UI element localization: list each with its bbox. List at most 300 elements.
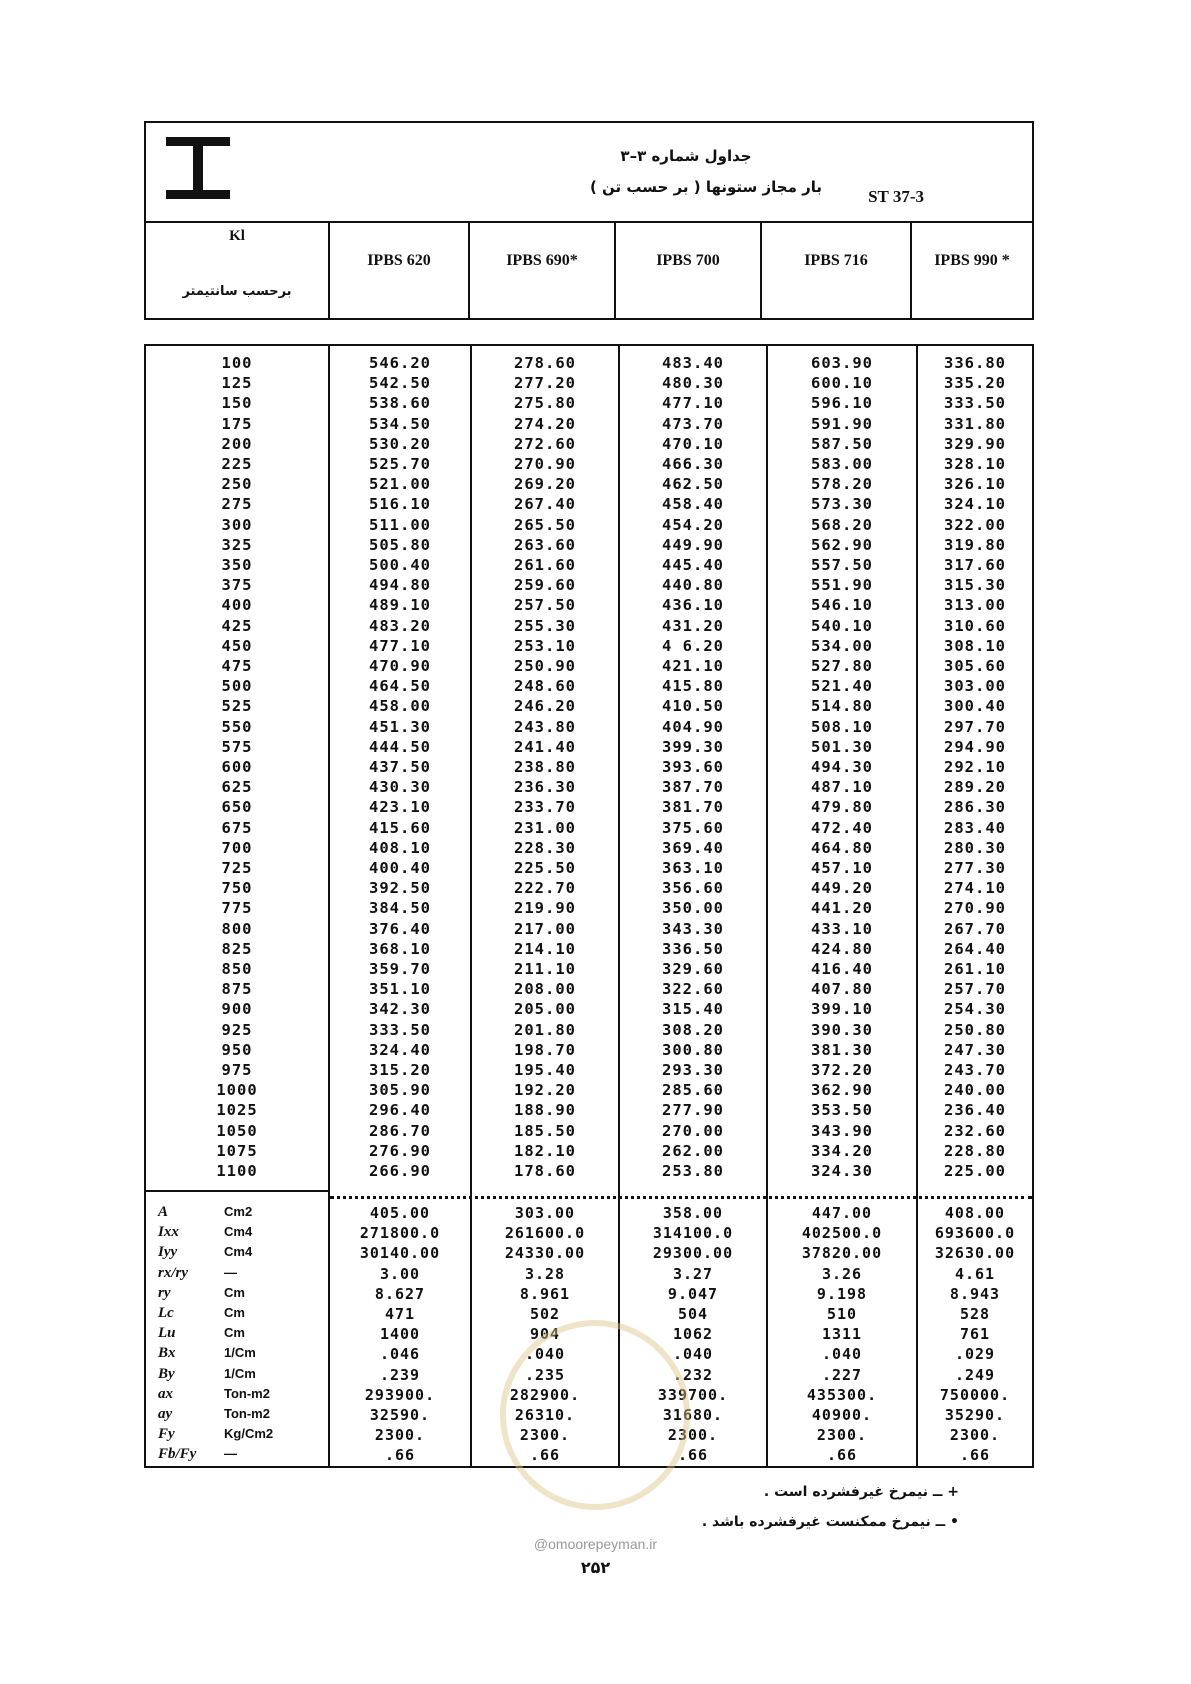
load-cell: 390.30 [811,1020,873,1039]
property-value: 37820.00 [801,1244,883,1263]
table-row [146,1081,1032,1101]
table-row [146,536,1032,556]
load-cell: 238.80 [514,758,576,776]
load-cell: 248.60 [514,677,576,696]
table-row [146,1101,1032,1121]
kl-cell: 725 [221,859,253,877]
property-value: 293900. [364,1385,436,1404]
kl-cell: 1000 [216,1081,258,1100]
load-cell: 534.50 [369,414,431,433]
page-number: ۲۵۲ [580,1558,611,1577]
load-cell: 266.90 [369,1162,431,1180]
property-value: 3.28 [524,1264,566,1283]
load-cell: 381.70 [662,798,724,817]
i-beam-icon [166,137,230,199]
property-row [146,1265,1032,1285]
table-row [146,576,1032,596]
load-cell: 407.80 [811,980,873,999]
load-cell: 261.10 [944,960,1006,978]
load-cell: 275.80 [514,394,576,413]
kl-cell: 225 [221,455,253,473]
property-value: .232 [672,1365,714,1384]
property-value: .249 [954,1365,996,1384]
kl-cell: 100 [221,354,253,372]
property-symbol: ay [158,1406,173,1422]
property-symbol: A [158,1204,169,1220]
load-cell: 451.30 [369,717,431,736]
load-cell: 315.30 [944,576,1006,595]
load-cell: 257.50 [514,596,576,615]
table-subtitle: بار مجاز ستونها ( بر حسب تن ) [589,178,823,196]
load-cell: 501.30 [811,737,873,756]
load-cell: 185.50 [514,1121,576,1140]
kl-cell: 650 [221,798,253,817]
load-cell: 587.50 [811,434,873,453]
load-cell: 315.20 [369,1061,431,1079]
property-value: 435300. [806,1385,878,1404]
kl-cell: 300 [221,515,253,534]
load-cell: 480.30 [662,374,724,393]
load-cell: 399.10 [811,1000,873,1019]
kl-cell: 700 [221,838,253,857]
kl-cell: 125 [221,374,253,393]
property-row [146,1224,1032,1244]
kl-cell: 775 [221,899,253,918]
property-value: 402500.0 [801,1224,883,1243]
property-value: .66 [677,1446,709,1465]
property-symbol: Iyy [158,1244,178,1261]
col-header-ipbs-620: IPBS 620 [328,222,468,318]
property-value: .029 [954,1345,996,1364]
table-title: جداول شماره ۳–۳ [620,147,752,165]
load-cell: 363.10 [662,859,724,877]
property-value: 2300. [519,1426,571,1445]
property-value: 4.61 [954,1264,996,1283]
load-cell: 423.10 [369,798,431,817]
table-row [146,1061,1032,1081]
kl-cell: 200 [221,434,253,453]
table-row [146,657,1032,677]
kl-cell: 950 [221,1040,253,1059]
kl-cell: 550 [221,717,253,736]
load-cell: 178.60 [514,1162,576,1180]
table-row [146,637,1032,657]
load-cell: 514.80 [811,697,873,716]
property-value: .66 [959,1446,991,1465]
load-cell: 511.00 [369,515,431,534]
kl-cell: 375 [221,576,253,595]
load-cell: 342.30 [369,1000,431,1019]
load-cell: 404.90 [662,717,724,736]
property-unit: Ton-m2 [224,1406,270,1421]
load-cell: 201.80 [514,1020,576,1039]
load-cell: 253.80 [662,1162,724,1180]
table-row [146,617,1032,637]
load-cell: 473.70 [662,414,724,433]
load-cell: 277.30 [944,859,1006,877]
property-unit: 1/Cm [224,1365,256,1381]
property-value: 504 [677,1305,709,1323]
property-row [146,1285,1032,1305]
load-cell: 262.00 [662,1141,724,1160]
table-row [146,879,1032,899]
load-cell: 431.20 [662,616,724,635]
load-cell: 583.00 [811,455,873,473]
load-cell: 527.80 [811,657,873,675]
kl-cell: 1025 [216,1101,258,1120]
kl-cell: 500 [221,677,253,696]
load-cell: 441.20 [811,899,873,918]
kl-cell: 1050 [216,1121,258,1140]
property-value: 8.943 [949,1284,1001,1303]
load-cell: 546.20 [369,354,431,372]
property-value: .040 [821,1345,863,1364]
load-cell: 269.20 [514,475,576,494]
kl-cell: 1075 [216,1141,258,1160]
load-cell: 259.60 [514,576,576,595]
property-unit: Cm [224,1325,245,1341]
load-cell: 399.30 [662,737,724,756]
load-cell: 350.00 [662,899,724,918]
load-cell: 562.90 [811,535,873,554]
load-cell: 440.80 [662,576,724,595]
table-row [146,920,1032,940]
load-cell: 4 6.20 [662,636,724,655]
kl-cell: 600 [221,758,253,776]
load-cell: 578.20 [811,475,873,494]
load-cell: 542.50 [369,374,431,393]
load-cell: 356.60 [662,879,724,898]
property-value: 750000. [939,1385,1011,1404]
property-row [146,1204,1032,1224]
property-value: 3.26 [821,1264,863,1283]
footnote-non-compact: + ــ نیمرخ غیرفشرده است . [763,1484,959,1500]
load-cell: 240.00 [944,1081,1006,1100]
load-cell: 530.20 [369,434,431,453]
load-cell: 319.80 [944,535,1006,554]
load-cell: 292.10 [944,758,1006,776]
property-unit: 1/Cm [224,1345,256,1361]
property-value: .227 [821,1365,863,1384]
load-cell: 303.00 [944,677,1006,696]
load-cell: 494.30 [811,758,873,776]
load-cell: 315.40 [662,1000,724,1019]
property-value: 358.00 [662,1204,724,1222]
kl-cell: 800 [221,919,253,938]
kl-cell: 575 [221,737,253,756]
kl-cell: 250 [221,475,253,494]
table-row [146,697,1032,717]
load-cell: 274.10 [944,879,1006,898]
load-cell: 324.10 [944,495,1006,514]
load-cell: 326.10 [944,475,1006,494]
load-cell: 353.50 [811,1101,873,1120]
property-value: 408.00 [944,1204,1006,1222]
kl-cell: 900 [221,1000,253,1019]
load-cell: 285.60 [662,1081,724,1100]
load-cell: 250.80 [944,1020,1006,1039]
load-cell: 421.10 [662,657,724,675]
load-cell: 494.80 [369,576,431,595]
load-cell: 300.80 [662,1040,724,1059]
load-cell: 392.50 [369,879,431,898]
property-unit: Kg/Cm2 [224,1426,274,1442]
footnote-maybe-non-compact: • ــ نیمرخ ممکنست غیرفشرده باشد . [701,1514,959,1530]
load-cell: 286.70 [369,1121,431,1140]
property-value: .046 [379,1345,421,1364]
table-row [146,758,1032,778]
load-cell: 328.10 [944,455,1006,473]
property-unit: Cm4 [224,1224,253,1240]
load-cell: 222.70 [514,879,576,898]
property-value: 3.27 [672,1264,714,1283]
table-row [146,899,1032,919]
load-cell: 351.10 [369,980,431,999]
kl-unit: برحسب سانتيمتر [182,284,292,299]
property-value: 271800.0 [359,1224,441,1243]
load-cell: 250.90 [514,657,576,675]
property-value: 314100.0 [652,1224,734,1243]
load-cell: 416.40 [811,960,873,978]
kl-cell: 925 [221,1020,253,1039]
load-cell: 546.10 [811,596,873,615]
property-unit: Cm [224,1284,245,1300]
table-row [146,1142,1032,1162]
property-value: 761 [959,1325,991,1344]
load-cell: 489.10 [369,596,431,615]
load-cell: 430.30 [369,778,431,797]
load-cell: 433.10 [811,919,873,938]
property-value: 502 [529,1305,561,1323]
load-cell: 241.40 [514,737,576,756]
property-value: 693600.0 [934,1224,1016,1243]
load-cell: 359.70 [369,960,431,978]
load-cell: 205.00 [514,1000,576,1019]
load-cell: 233.70 [514,798,576,817]
load-cell: 551.90 [811,576,873,595]
property-value: .66 [826,1446,858,1465]
load-cell: 479.80 [811,798,873,817]
property-value: 32590. [369,1406,431,1424]
load-cell: 372.20 [811,1061,873,1079]
kl-cell: 425 [221,616,253,635]
load-cell: 477.10 [369,636,431,655]
load-cell: 573.30 [811,495,873,514]
load-cell: 208.00 [514,980,576,999]
property-value: 9.198 [816,1284,868,1303]
table-row [146,556,1032,576]
property-value: 8.961 [519,1284,571,1303]
property-value: 29300.00 [652,1244,734,1263]
property-value: 510 [826,1305,858,1323]
load-cell: 236.40 [944,1101,1006,1120]
load-cell: 369.40 [662,838,724,857]
load-cell: 505.80 [369,535,431,554]
load-cell: 310.60 [944,616,1006,635]
load-cell: 449.90 [662,535,724,554]
kl-cell: 400 [221,596,253,615]
load-cell: 217.00 [514,919,576,938]
load-cell: 247.30 [944,1040,1006,1059]
load-cell: 211.10 [514,960,576,978]
table-row [146,516,1032,536]
load-cell: 472.40 [811,818,873,837]
table-row [146,415,1032,435]
table-row [146,819,1032,839]
load-cell: 300.40 [944,697,1006,716]
load-cell: 603.90 [811,354,873,372]
load-cell: 331.80 [944,414,1006,433]
load-cell: 263.60 [514,535,576,554]
kl-cell: 350 [221,556,253,574]
load-cell: 198.70 [514,1040,576,1059]
load-cell: 487.10 [811,778,873,797]
property-value: 2300. [374,1426,426,1445]
load-cell: 289.20 [944,778,1006,797]
load-cell: 410.50 [662,697,724,716]
property-value: 2300. [667,1426,719,1445]
property-value: 1400 [379,1325,421,1344]
property-value: 30140.00 [359,1244,441,1263]
property-value: 2300. [816,1426,868,1445]
load-cell: 308.20 [662,1020,724,1039]
load-cell: 540.10 [811,616,873,635]
load-cell: 305.90 [369,1081,431,1100]
property-value: 528 [959,1305,991,1323]
property-value: 32630.00 [934,1244,1016,1263]
table-row [146,435,1032,455]
load-cell: 283.40 [944,818,1006,837]
property-value: 447.00 [811,1204,873,1222]
table-row [146,374,1032,394]
load-cell: 424.80 [811,939,873,958]
load-cell: 236.30 [514,778,576,797]
property-unit: Cm [224,1305,245,1320]
load-cell: 483.40 [662,354,724,372]
load-cell: 445.40 [662,556,724,574]
load-cell: 454.20 [662,515,724,534]
load-cell: 254.30 [944,1000,1006,1019]
property-value: 2300. [949,1426,1001,1445]
table-row [146,495,1032,515]
load-cell: 483.20 [369,616,431,635]
property-row [146,1244,1032,1264]
load-cell: 257.70 [944,980,1006,999]
load-cell: 329.90 [944,434,1006,453]
load-cell: 270.00 [662,1121,724,1140]
load-cell: 466.30 [662,455,724,473]
load-cell: 375.60 [662,818,724,837]
property-value: .040 [672,1345,714,1364]
load-cell: 324.40 [369,1040,431,1059]
load-cell: 457.10 [811,859,873,877]
load-cell: 464.80 [811,838,873,857]
property-unit: — [224,1446,237,1462]
table-row [146,354,1032,374]
table-row [146,960,1032,980]
load-cell: 596.10 [811,394,873,413]
load-cell: 246.20 [514,697,576,716]
load-cell: 449.20 [811,879,873,898]
load-cell: 225.00 [944,1162,1006,1180]
kl-cell: 625 [221,778,253,797]
load-cell: 231.00 [514,818,576,837]
property-value: 339700. [657,1385,729,1404]
load-cell: 265.50 [514,515,576,534]
property-value: .040 [524,1345,566,1364]
property-unit: — [224,1264,237,1280]
load-cell: 333.50 [944,394,1006,413]
load-cell: 362.90 [811,1081,873,1100]
property-value: 1062 [672,1325,714,1344]
load-cell: 334.20 [811,1141,873,1160]
load-cell: 381.30 [811,1040,873,1059]
load-cell: 277.20 [514,374,576,393]
load-cell: 228.80 [944,1141,1006,1160]
kl-cell: 825 [221,939,253,958]
table-row [146,1000,1032,1020]
kl-cell: 175 [221,414,253,433]
load-cell: 333.50 [369,1020,431,1039]
property-symbol: By [158,1365,175,1382]
property-value: 8.627 [374,1284,426,1303]
kl-cell: 475 [221,657,253,675]
load-cell: 182.10 [514,1141,576,1160]
load-cell: 393.60 [662,758,724,776]
load-cell: 322.60 [662,980,724,999]
load-cell: 219.90 [514,899,576,918]
load-cell: 568.20 [811,515,873,534]
table-row [146,798,1032,818]
property-unit: Cm2 [224,1204,253,1219]
load-cell: 521.40 [811,677,873,696]
load-cell: 458.40 [662,495,724,514]
load-cell: 458.00 [369,697,431,716]
load-cell: 313.00 [944,596,1006,615]
property-value: 405.00 [369,1204,431,1222]
load-cell: 267.70 [944,919,1006,938]
property-value: 261600.0 [504,1224,586,1243]
property-value: .66 [529,1446,561,1465]
load-cell: 293.30 [662,1061,724,1079]
property-symbol: Fb/Fy [158,1446,197,1463]
table-row [146,940,1032,960]
load-cell: 305.60 [944,657,1006,675]
property-symbol: ry [158,1284,171,1301]
kl-cell: 450 [221,636,253,655]
table-row [146,839,1032,859]
load-cell: 296.40 [369,1101,431,1120]
kl-label: Kl [229,228,245,244]
load-cell: 253.10 [514,636,576,655]
kl-cell: 1100 [216,1162,258,1180]
property-value: 303.00 [514,1204,576,1222]
property-symbol: ax [158,1385,173,1402]
table-row [146,677,1032,697]
load-cell: 400.40 [369,859,431,877]
load-cell: 538.60 [369,394,431,413]
watermark-stamp [500,1320,690,1510]
kl-cell: 525 [221,697,253,716]
load-cell: 267.40 [514,495,576,514]
kl-cell: 150 [221,394,253,413]
load-cell: 324.30 [811,1162,873,1180]
col-header-ipbs-716: IPBS 716 [760,222,910,318]
load-cell: 557.50 [811,556,873,574]
kl-cell: 875 [221,980,253,999]
column-header-row [144,222,1034,320]
load-cell: 317.60 [944,556,1006,574]
